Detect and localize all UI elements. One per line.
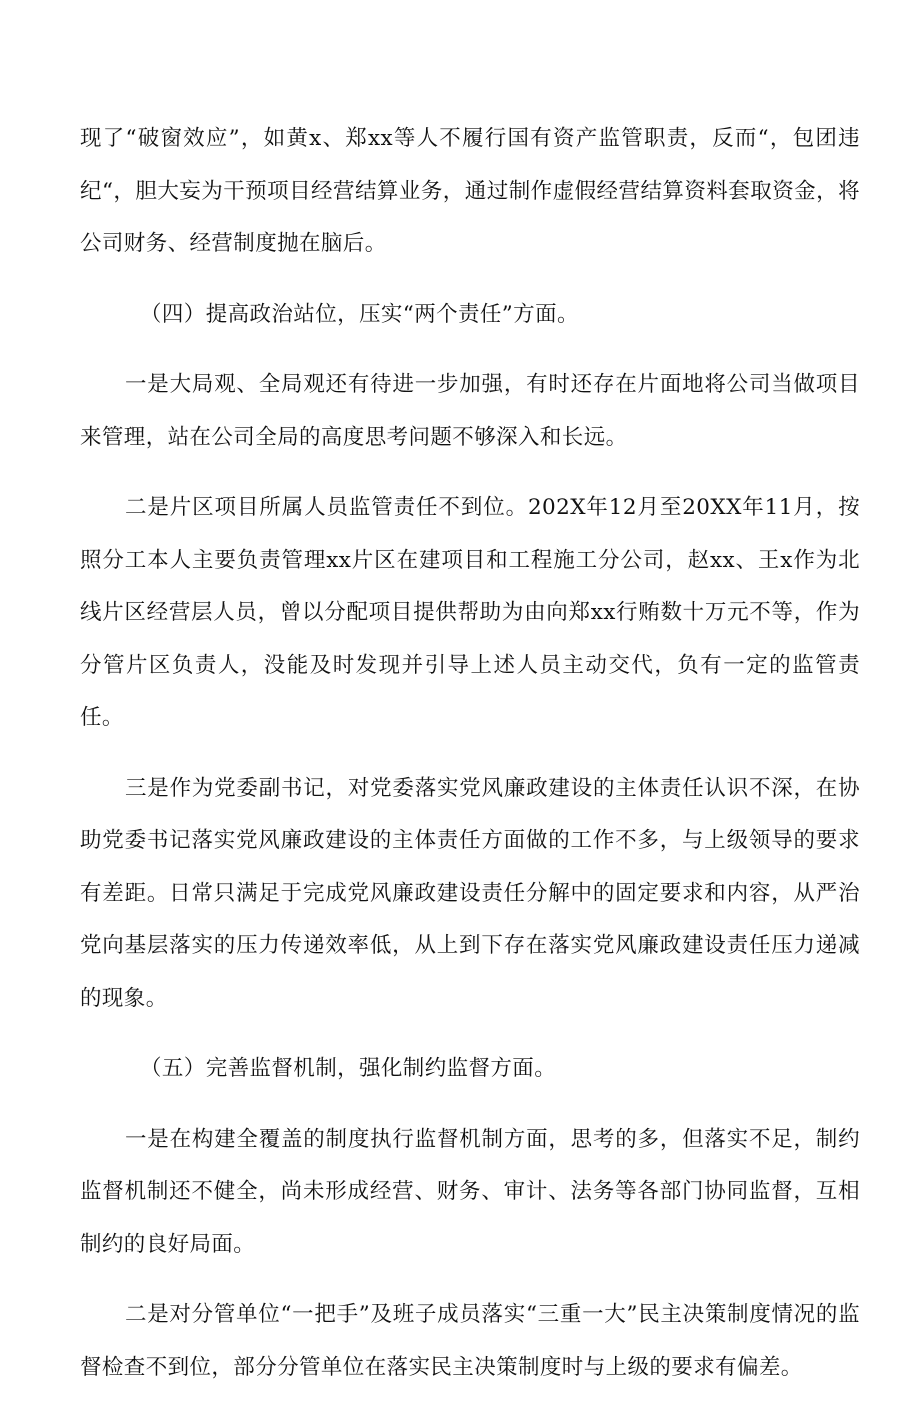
document-body <box>80 113 860 1412</box>
paragraph-continuation: 现了“破窗效应”，如黄x、郑xx等人不履行国有资产监管职责，反而“，包团违纪“，胆大妄为干预项目经营结算业务，通过制作虚假经营结算资料套取资金，将公司财务、经营制度抛在脑后。 <box>80 126 860 256</box>
paragraph-item: 三是作为党委副书记，对党委落实党风廉政建设的主体责任认识不深，在协助党委书记落实党风廉政建设的主体责任方面做的工作不多，与上级领导的要求有差距。日常只满足于完成党风廉政建设责任分解中的固定要求和内容，从严治党向基层落实的压力传递效率低，从上到下存在落实党风廉政建设责任压力递减的现象。 <box>80 775 860 1011</box>
paragraph-item: 一是大局观、全局观还有待进一步加强，有时还存在片面地将公司当做项目来管理，站在公司全局的高度思考问题不够深入和长远。 <box>80 372 860 450</box>
paragraph-item: 一是在构建全覆盖的制度执行监督机制方面，思考的多，但落实不足，制约监督机制还不健全，尚未形成经营、财务、审计、法务等各部门协同监督，互相制约的良好局面。 <box>80 1126 860 1257</box>
paragraph-item: 二是对分管单位“一把手”及班子成员落实“三重一大”民主决策制度情况的监督检查不到位，部分分管单位在落实民主决策制度时与上级的要求有偏差。 <box>80 1302 860 1380</box>
paragraph-item: 二是片区项目所属人员监管责任不到位。202X年12月至20XX年11月，按照分工本人主要负责管理xx片区在建项目和工程施工分公司，赵xx、王x作为北线片区经营层人员，曾以分配项目提供帮助为由向郑xx行贿数十万元不等，作为分管片区负责人，没能及时发现并引导上述人员主动交代，负有一定的监管责任。 <box>80 495 860 730</box>
section-heading-five: （五）完善监督机制，强化制约监督方面。 <box>140 1056 557 1081</box>
section-heading-four: （四）提高政治站位，压实“两个责任”方面。 <box>140 301 579 327</box>
